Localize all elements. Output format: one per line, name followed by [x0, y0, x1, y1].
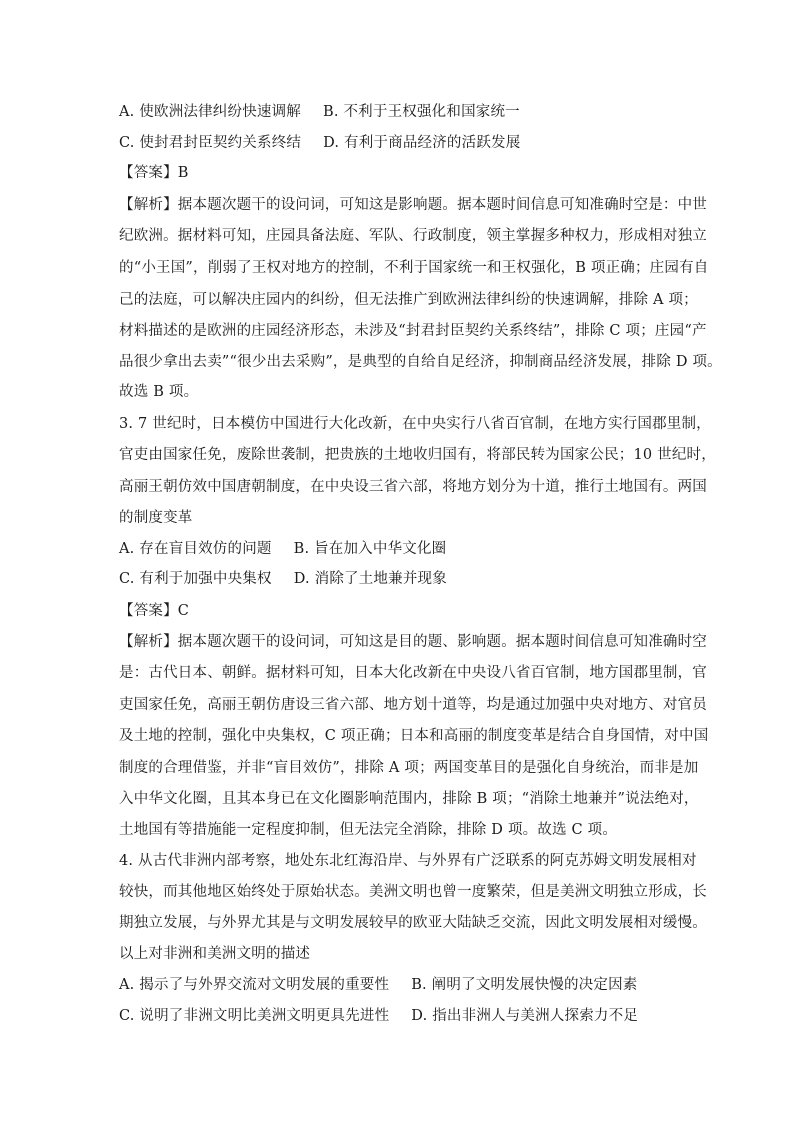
q3-analysis-line: 【解析】据本题次题干的设问词，可知这是目的题、影响题。据本题时间信息可知准确时空	[119, 634, 707, 650]
q3-option-d[interactable]: D. 消除了土地兼并现象	[293, 571, 447, 587]
q4-option-a[interactable]: A. 揭示了与外界交流对文明发展的重要性	[119, 977, 390, 993]
q4-option-b[interactable]: B. 阐明了文明发展快慢的决定因素	[411, 977, 638, 993]
q2-analysis-line: 的“小王国”，削弱了王权对地方的控制，不利于国家统一和王权强化，B 项正确；庄园有自	[119, 260, 709, 276]
q4-stem-line: 以上对非洲和美洲文明的描述	[119, 946, 311, 962]
q4-stem-line: 较快，而其他地区始终处于原始状态。美洲文明也曾一度繁荣，但是美洲文明独立形成，长	[119, 884, 707, 900]
q3-analysis-line: 土地国有等措施能一定程度抑制，但无法完全消除，排除 D 项。故选 C 项。	[119, 822, 618, 838]
q2-analysis-line: 品很少拿出去卖”“很少出去采购”，是典型的自给自足经济，抑制商品经济发展，排除 D 项。	[119, 354, 722, 370]
q4-option-d[interactable]: D. 指出非洲人与美洲人探索力不足	[411, 1008, 639, 1024]
q3-analysis-line: 及土地的控制，强化中央集权，C 项正确；日本和高丽的制度变革是结合自身国情，对中国	[119, 728, 709, 744]
q3-stem-line: 3. 7 世纪时，日本模仿中国进行大化改新，在中央实行八省百官制，在地方实行国郡里制，	[119, 416, 711, 432]
q2-analysis-line: 纪欧洲。据材料可知，庄园具备法庭、军队、行政制度，领主掌握多种权力，形成相对独立	[119, 228, 707, 244]
q2-options-row-2	[119, 133, 520, 153]
q4-option-c[interactable]: C. 说明了非洲文明比美洲文明更具先进性	[119, 1008, 390, 1024]
q2-analysis-line: 材料描述的是欧洲的庄园经济形态，未涉及“封君封臣契约关系终结”，排除 C 项；庄园“产	[119, 323, 707, 339]
q3-option-a[interactable]: A. 存在盲目效仿的问题	[119, 541, 272, 557]
q3-answer: 【答案】C	[119, 603, 190, 619]
q3-analysis-line: 制度的合理借鉴，并非“盲目效仿”，排除 A 项；两国变革目的是强化自身统治，而非是加	[119, 760, 699, 776]
q3-stem-line: 官吏由国家任免，废除世袭制，把贵族的土地收归国有，将部民转为国家公民；10 世纪时，	[119, 447, 716, 463]
q4-options-row-1	[119, 975, 637, 995]
q3-options-row-2	[119, 569, 447, 589]
q3-options-row-1	[119, 539, 446, 559]
q3-stem-line: 的制度变革	[119, 510, 193, 526]
q4-options-row-2	[119, 1006, 638, 1026]
q2-analysis-line: 己的法庭，可以解决庄园内的纠纷，但无法推广到欧洲法律纠纷的快速调解，排除 A 项；	[119, 292, 698, 308]
q3-option-b[interactable]: B. 旨在加入中华文化圈	[293, 541, 447, 557]
q4-stem-line: 期独立发展，与外界尤其是与文明发展较早的欧亚大陆缺乏交流，因此文明发展相对缓慢。	[119, 915, 707, 931]
q2-option-b[interactable]: B. 不利于王权强化和国家统一	[323, 104, 520, 120]
q2-option-d[interactable]: D. 有利于商品经济的活跃发展	[323, 135, 521, 151]
q3-option-c[interactable]: C. 有利于加强中央集权	[119, 571, 272, 587]
q2-analysis-line: 【解析】据本题次题干的设问词，可知这是影响题。据本题时间信息可知准确时空是：中世	[119, 197, 707, 213]
q3-analysis-line: 吏国家任免，高丽王朝仿唐设三省六部、地方划十道等，均是通过加强中央对地方、对官员	[119, 697, 707, 713]
q3-analysis-line: 入中华文化圈，且其本身已在文化圈影响范围内，排除 B 项；“消除土地兼并”说法绝对，	[119, 791, 699, 807]
q3-stem-line: 高丽王朝仿效中国唐朝制度，在中央设三省六部，将地方划分为十道，推行土地国有。两国	[119, 479, 707, 495]
q2-analysis-line: 故选 B 项。	[119, 384, 199, 400]
q4-stem-line: 4. 从古代非洲内部考察，地处东北红海沿岸、与外界有广泛联系的阿克苏姆文明发展相对	[119, 853, 697, 869]
q2-option-a[interactable]: A. 使欧洲法律纠纷快速调解	[119, 104, 301, 120]
q2-answer: 【答案】B	[119, 165, 189, 181]
q2-options-row-1	[119, 102, 520, 122]
q2-option-c[interactable]: C. 使封君封臣契约关系终结	[119, 135, 302, 151]
q3-analysis-line: 是：古代日本、朝鲜。据材料可知，日本大化改新在中央设八省百官制，地方国郡里制，官	[119, 665, 707, 681]
